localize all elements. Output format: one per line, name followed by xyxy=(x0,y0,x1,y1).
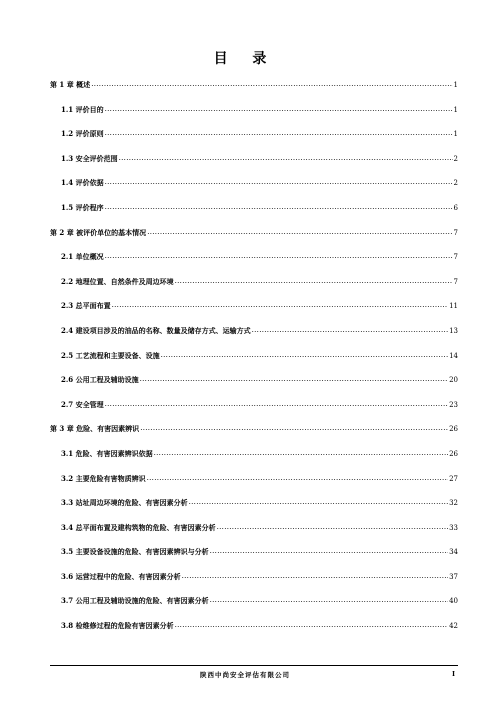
toc-entry-label: 2.1 单位概况 xyxy=(61,252,104,262)
toc-dot-leader xyxy=(105,202,453,211)
toc-section-entry[interactable] xyxy=(50,326,458,351)
toc-entry-page: 27 xyxy=(449,474,458,483)
toc-entry-label: 2.4 建设项目涉及的油品的名称、数量及储存方式、运输方式 xyxy=(61,325,251,335)
toc-dot-leader xyxy=(140,423,448,432)
toc-dot-leader xyxy=(91,79,452,88)
toc-section-entry[interactable] xyxy=(50,277,458,302)
toc-section-entry[interactable] xyxy=(50,523,458,548)
toc-entry-label: 2.3 总平面布置 xyxy=(61,301,111,311)
toc-entry-label: 3.1 危险、有害因素辨识依据 xyxy=(61,448,153,458)
footer-divider xyxy=(50,665,458,666)
toc-entry-label: 3.8 检维修过程的危险有害因素分析 xyxy=(61,621,174,631)
toc-entry-label: 第 2 章 被评价单位的基本情况 xyxy=(50,227,147,237)
toc-entry-page: 20 xyxy=(449,376,458,385)
toc-section-entry[interactable] xyxy=(50,400,458,425)
toc-entry-page: 32 xyxy=(449,499,458,508)
toc-entry-label: 1.2 评价原则 xyxy=(61,129,104,139)
toc-section-entry[interactable] xyxy=(50,129,458,154)
toc-section-entry[interactable] xyxy=(50,203,458,228)
toc-entry-page: 42 xyxy=(449,622,458,631)
toc-entry-label: 1.5 评价程序 xyxy=(61,202,104,212)
toc-entry-page: 6 xyxy=(453,203,458,212)
toc-dot-leader xyxy=(161,350,448,359)
toc-entry-page: 13 xyxy=(449,326,458,335)
toc-entry-page: 2 xyxy=(453,179,458,188)
toc-entry-page: 11 xyxy=(449,302,458,311)
toc-section-entry[interactable] xyxy=(50,621,458,646)
toc-dot-leader xyxy=(105,104,453,113)
toc-dot-leader xyxy=(210,546,448,555)
footer-company-name: 陕西中尚安全评估有限公司 xyxy=(200,671,290,679)
toc-entry-label: 第 3 章 危险、有害因素辨识 xyxy=(50,424,140,434)
toc-entry-page: 7 xyxy=(453,277,458,286)
page-title: 目 录 xyxy=(213,51,277,67)
toc-dot-leader xyxy=(175,276,453,285)
toc-dot-leader xyxy=(252,325,448,334)
toc-chapter-entry[interactable] xyxy=(50,424,458,449)
toc-entry-label: 3.3 站址周边环境的危险、有害因素分析 xyxy=(61,498,188,508)
toc-dot-leader xyxy=(105,251,453,260)
toc-dot-leader xyxy=(175,620,448,629)
toc-dot-leader xyxy=(154,448,448,457)
toc-entry-label: 3.7 公用工程及辅助设施的危险、有害因素分析 xyxy=(61,596,209,606)
toc-entry-label: 3.6 运营过程中的危险、有害因素分析 xyxy=(61,571,181,581)
toc-dot-leader xyxy=(189,497,448,506)
toc-entry-page: 34 xyxy=(449,548,458,557)
toc-section-entry[interactable] xyxy=(50,449,458,474)
toc-entry-label: 1.3 安全评价范围 xyxy=(61,153,118,163)
toc-entry-page: 1 xyxy=(453,81,458,89)
toc-section-entry[interactable] xyxy=(50,154,458,179)
toc-entry-label: 1.4 评价依据 xyxy=(61,178,104,188)
toc-section-entry[interactable] xyxy=(50,351,458,376)
toc-section-entry[interactable] xyxy=(50,547,458,572)
toc-section-entry[interactable] xyxy=(50,596,458,621)
toc-chapter-entry[interactable] xyxy=(50,80,458,105)
toc-entry-label: 第 1 章 概述 xyxy=(50,80,91,89)
toc-entry-page: 33 xyxy=(449,523,458,532)
toc-entry-page: 40 xyxy=(449,597,458,606)
toc-entry-page: 2 xyxy=(453,154,458,163)
toc-dot-leader xyxy=(112,300,448,309)
toc-entry-label: 2.7 安全管理 xyxy=(61,399,104,409)
toc-section-entry[interactable] xyxy=(50,498,458,523)
toc-entry-page: 26 xyxy=(449,449,458,458)
toc-entry-label: 2.5 工艺流程和主要设备、设施 xyxy=(61,350,160,360)
toc-dot-leader xyxy=(182,571,448,580)
toc-entry-page: 7 xyxy=(453,228,458,237)
toc-section-entry[interactable] xyxy=(50,252,458,277)
toc-dot-leader xyxy=(147,227,452,236)
toc-dot-leader xyxy=(105,177,453,186)
toc-section-entry[interactable] xyxy=(50,105,458,130)
footer-page-number: I xyxy=(452,670,456,678)
toc-entry-page: 1 xyxy=(453,130,458,139)
toc-entry-label: 3.2 主要危险有害物质辨识 xyxy=(61,473,146,483)
toc-dot-leader xyxy=(217,522,448,531)
toc-entry-label: 3.4 总平面布置及建构筑物的危险、有害因素分析 xyxy=(61,522,216,532)
toc-section-entry[interactable] xyxy=(50,572,458,597)
toc-dot-leader xyxy=(105,128,453,137)
toc-dot-leader xyxy=(105,399,448,408)
toc-entry-label: 2.2 地理位置、自然条件及周边环境 xyxy=(61,276,174,286)
toc-section-entry[interactable] xyxy=(50,301,458,326)
toc-dot-leader xyxy=(119,153,453,162)
toc-entry-label: 2.6 公用工程及辅助设施 xyxy=(61,375,139,385)
toc-section-entry[interactable] xyxy=(50,474,458,499)
toc-dot-leader xyxy=(210,595,448,604)
toc-section-entry[interactable] xyxy=(50,178,458,203)
toc-entry-page: 26 xyxy=(449,425,458,434)
toc-entry-page: 1 xyxy=(453,105,458,114)
toc-dot-leader xyxy=(147,473,448,482)
toc-entry-page: 14 xyxy=(449,351,458,360)
toc-section-entry[interactable] xyxy=(50,375,458,400)
toc-entry-label: 3.5 主要设备设施的危险、有害因素辨识与分析 xyxy=(61,547,209,557)
toc-entry-page: 37 xyxy=(449,572,458,581)
toc-entry-page: 23 xyxy=(449,400,458,409)
toc-dot-leader xyxy=(140,374,448,383)
toc-entry-page: 7 xyxy=(453,253,458,262)
toc-chapter-entry[interactable] xyxy=(50,228,458,253)
table-of-contents xyxy=(50,80,458,646)
toc-entry-label: 1.1 评价目的 xyxy=(61,104,104,114)
